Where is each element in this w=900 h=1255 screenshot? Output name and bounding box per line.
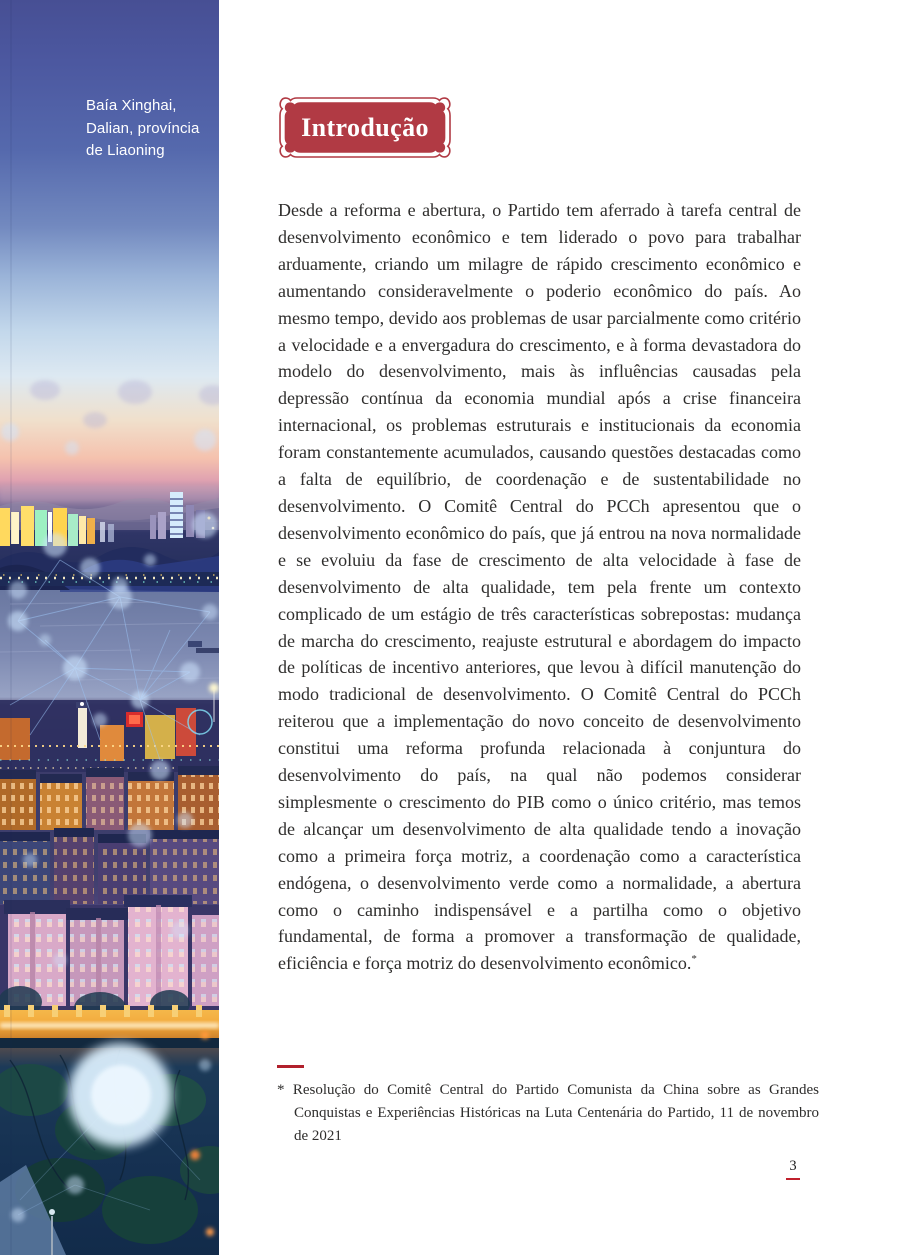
footnote-marker: * bbox=[277, 1082, 285, 1098]
photo-apartments bbox=[0, 895, 219, 1024]
footnote-marker-sup: * bbox=[691, 953, 697, 966]
paragraph-text: Desde a reforma e abertura, o Partido tem aferrado à tarefa central de desenvolvimento econômico e tem liderado o povo para trabalhar arduamente, criando um milagre de rápido crescimento econômico e aumentando consideravelmente o poderio econômico do país. Ao mesmo tempo, devido aos problemas de usar parcialmente como critério a velocidade e a envergadura do crescimento, e à forma devastadora do modelo do desenvolvimento, mais às influências causadas pela depressão contínua da economia mundial após a crise financeira internacional, os problemas estruturais e institucionais da economia foram constantemente acumulados, causando questões destacadas como a falta de equilíbrio, de coordenação e de sustentabilidade no desenvolvimento. O Comitê Central do PCCh apresentou que o desenvolvimento econômico do país, que já entrou na nova normalidade e se evoluiu da fase de crescimento de alta velocidade à fase de desenvolvimento de alta qualidade, tem pela frente um contexto complicado de um estágio de três características sobrepostas: mudança de marcha do crescimento, reajuste estrutural e abordagem do impacto de políticas de incentivo anteriores, que levou à difícil manutenção do modo tradicional de desenvolvimento. O Comitê Central do PCCh reiterou que a implementação do novo conceito de desenvolvimento constitui uma reforma profunda relacionada à conjuntura do desenvolvimento do país, na qual não podemos considerar simplesmente o crescimento do PIB como o único critério, mas temos de alcançar um desenvolvimento de alta qualidade tendo a inovação como a primeira força motriz, a coordenação como a característica endógena, o desenvolvimento verde como a normalidade, a abertura como o caminho indispensável e a partilha como o objetivo fundamental, de forma a promover a transformação de qualidade, eficiência e força motriz do desenvolvimento econômico. bbox=[278, 200, 801, 974]
sidebar-photo-panel bbox=[0, 0, 219, 1255]
footnote bbox=[277, 1079, 819, 1147]
photo-caption-line: Baía Xinghai, bbox=[86, 97, 177, 114]
page-number-block bbox=[779, 1158, 807, 1180]
body-paragraph bbox=[278, 197, 801, 977]
page-number-underline bbox=[786, 1178, 800, 1180]
chapter-badge bbox=[278, 96, 452, 159]
footnote-rule bbox=[277, 1065, 304, 1068]
photo-lit-wall bbox=[0, 1005, 219, 1048]
photo-euro-buildings bbox=[0, 766, 219, 904]
xinghai-bay-photo bbox=[0, 0, 219, 1255]
page-number: 3 bbox=[789, 1158, 797, 1174]
photo-caption bbox=[86, 95, 216, 163]
photo-caption-line: de Liaoning bbox=[86, 142, 165, 159]
chapter-title: Introdução bbox=[301, 112, 429, 142]
footnote-text: Resolução do Comitê Central do Partido Comunista da China sobre as Grandes Conquistas e Experiências Históricas na Luta Centenária do Partido, 11 de novembro de 2021 bbox=[292, 1082, 819, 1144]
photo-caption-line: Dalian, província bbox=[86, 119, 200, 137]
